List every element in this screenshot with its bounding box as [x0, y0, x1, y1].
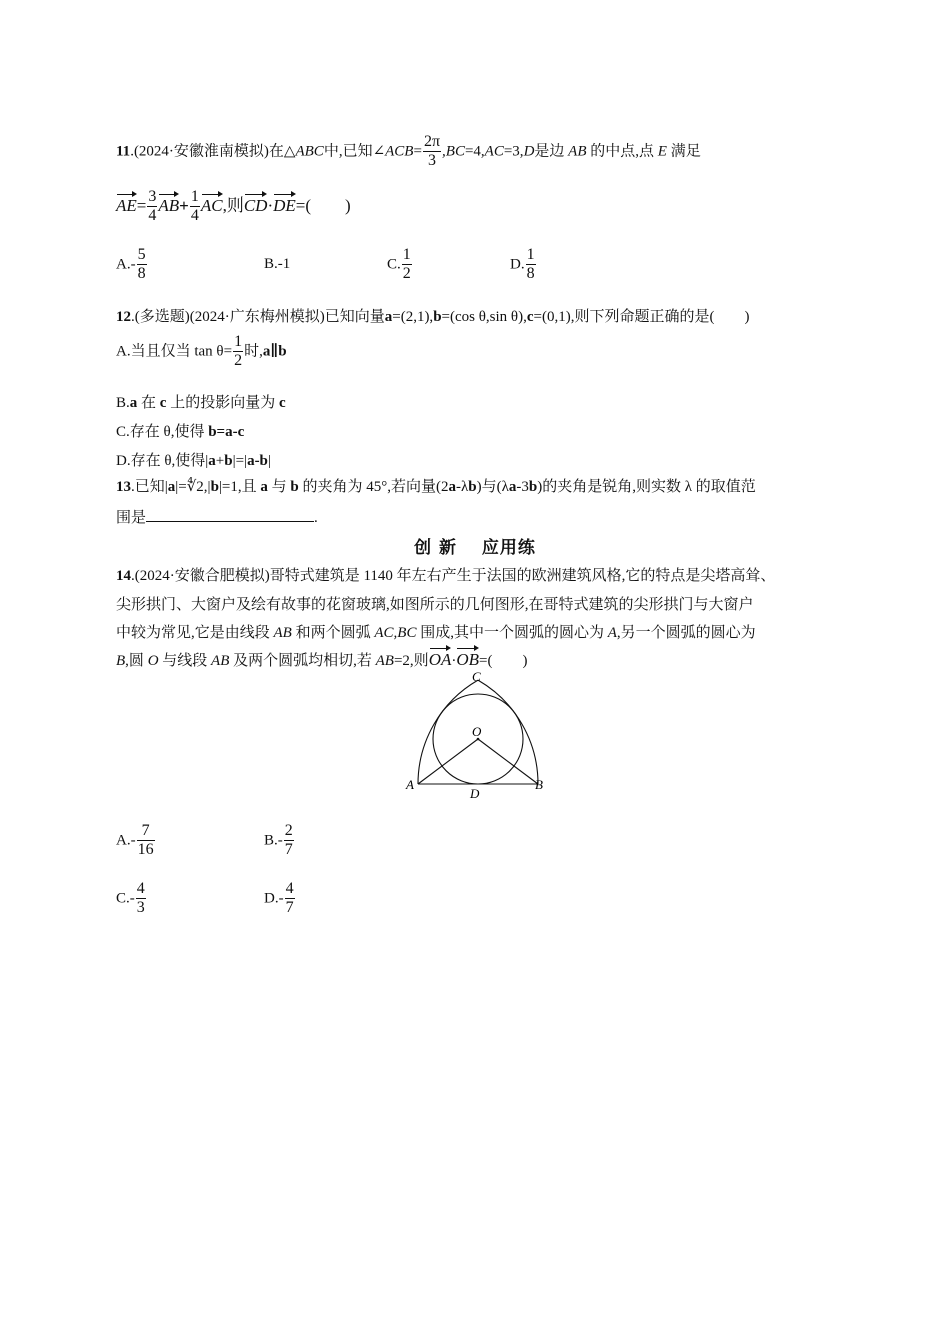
q14-option-d[interactable]: D.- $\frac{4}{7}$	[264, 880, 294, 917]
q12-option-d[interactable]: D.存在 θ,使得|a+b|=|a-b|	[116, 453, 271, 469]
section-title: 创 新 应用练	[414, 538, 536, 558]
segment-ob	[478, 739, 538, 784]
q11-option-c[interactable]: C. $\frac{1}{2}$	[387, 246, 411, 283]
vector-ac: AC	[201, 192, 223, 216]
arc-ac	[418, 680, 478, 784]
q11-number: 11	[116, 143, 131, 160]
q13-stem: 13.已知|a|=∜2,|b|=1,且 a 与 b 的夹角为 45°,若向量(2a-λb)与(λa-3b)的夹角是锐角,则实数 λ 的取值范	[116, 479, 756, 495]
q14-number: 14	[116, 568, 131, 584]
q11-option-a[interactable]: A.- $\frac{5}{8}$	[116, 246, 146, 283]
label-c: C	[472, 669, 481, 684]
q14-option-c[interactable]: C.- $\frac{4}{3}$	[116, 880, 145, 917]
label-o: O	[472, 724, 482, 739]
q11-option-d[interactable]: D. $\frac{1}{8}$	[510, 246, 535, 283]
q12-number: 12	[116, 309, 131, 325]
q12-option-c[interactable]: C.存在 θ,使得 b=a-c	[116, 424, 245, 440]
q13-answer-line: 围是 .	[116, 510, 318, 526]
angle-fraction: $\frac{2\pi}{3}$	[423, 133, 441, 170]
q14-option-b[interactable]: B.- $\frac{2}{7}$	[264, 822, 293, 859]
vector-de: DE	[273, 192, 296, 216]
vector-ab: AB	[158, 192, 179, 216]
q14-stem-line1: 14.(2024·安徽合肥模拟)哥特式建筑是 1140 年左右产生于法国的欧洲建筑风格,它的特点是尖塔高耸、	[116, 568, 776, 584]
q11-option-b[interactable]: B.-1	[264, 256, 291, 272]
q12-option-a[interactable]: A.当且仅当 tan θ= $\frac{1}{2}$ 时,a∥b	[116, 333, 287, 370]
vector-ae: AE	[116, 192, 137, 216]
vector-cd: CD	[244, 192, 268, 216]
gothic-arch-figure	[400, 664, 560, 804]
q11-vector-equation: AE= $\frac{3}{4}$ AB+ $\frac{1}{4}$ AC,则CD·DE=( )	[116, 188, 351, 225]
arc-cb	[478, 680, 538, 784]
segment-oa	[418, 739, 478, 784]
label-a: A	[406, 777, 414, 792]
q13-number: 13	[116, 479, 131, 495]
q14-stem-line2: 尖形拱门、大窗户及绘有故事的花窗玻璃,如图所示的几何图形,在哥特式建筑的尖形拱门与大窗户	[116, 597, 754, 613]
q14-stem-line3: 中较为常见,它是由线段 AB 和两个圆弧 AC,BC 围成,其中一个圆弧的圆心为 A,另一个圆弧的圆心为	[116, 625, 756, 641]
q14-option-a[interactable]: A.- $\frac{7}{16}$	[116, 822, 154, 859]
q12-option-b[interactable]: B.a 在 c 上的投影向量为 c	[116, 395, 286, 411]
vector-oa: OA	[429, 646, 452, 670]
label-d: D	[470, 786, 480, 801]
q12-stem: 12.(多选题)(2024·广东梅州模拟)已知向量a=(2,1),b=(cos θ,sin θ),c=(0,1),则下列命题正确的是( )	[116, 309, 750, 325]
label-b: B	[535, 777, 543, 792]
q13-answer-blank[interactable]	[146, 509, 314, 522]
q11-stem: 11.(2024·安徽淮南模拟)在△ABC中,已知∠ACB= $\frac{2\pi}{3}$ ,BC=4,AC=3,D是边 AB 的中点,点 E 满足	[116, 133, 701, 170]
fourth-root: ∜2	[186, 479, 204, 495]
q14-stem-line4: B,圆 O 与线段 AB 及两个圆弧均相切,若 AB=2,则OA·OB=( )	[116, 646, 527, 670]
vector-ob: OB	[456, 646, 479, 670]
